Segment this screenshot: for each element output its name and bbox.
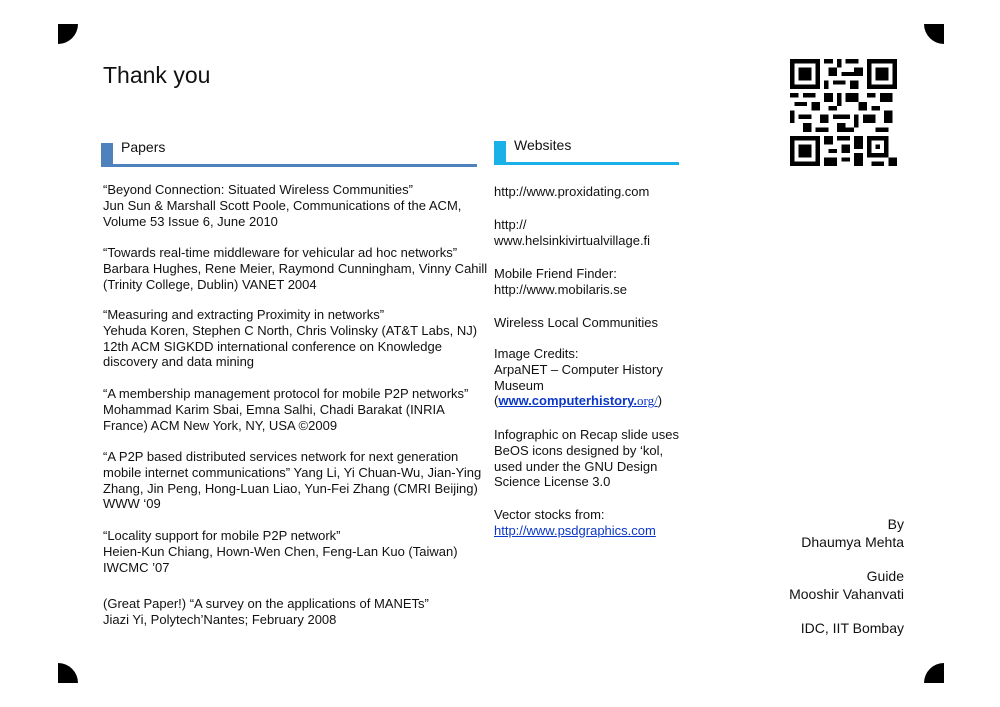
computerhistory-link[interactable] [498, 393, 657, 408]
website-url: http://www.proxidating.com [494, 184, 650, 199]
corner-top-right [924, 24, 944, 44]
guide-name: Mooshir Vahanvati [789, 585, 904, 602]
corner-top-left [58, 24, 78, 44]
paper-item [103, 596, 488, 628]
link-org: org/ [637, 393, 658, 409]
website-label: Mobile Friend Finder: [494, 266, 617, 281]
image-credits-link-line [494, 393, 684, 409]
paper-title: “Towards real-time middleware for vehicular ad hoc networks” [103, 245, 458, 260]
by-label: By [887, 516, 904, 532]
paper-title: (Great Paper!) “A survey on the applications of MANETs” [103, 596, 429, 611]
website-item [494, 184, 684, 200]
psdgraphics-link[interactable]: http://www.psdgraphics.com [494, 522, 656, 538]
paper-details: Barbara Hughes, Rene Meier, Raymond Cunningham, Vinny Cahill (Trinity College, Dublin) VANET 2004 [103, 260, 488, 292]
author-name: Dhaumya Mehta [801, 533, 904, 550]
paper-details: Mohammad Karim Sbai, Emna Salhi, Chadi Barakat (INRIA France) ACM New York, NY, USA ©2009 [103, 401, 445, 433]
paren-open: ( [494, 393, 499, 409]
websites-header [494, 137, 679, 163]
paper-title: “Beyond Connection: Situated Wireless Communities” [103, 182, 413, 197]
page-title: Thank you [103, 62, 211, 88]
website-item [494, 315, 684, 331]
institute-name: IDC, IIT Bombay [800, 620, 904, 636]
paper-item [103, 307, 488, 370]
paper-item [103, 386, 488, 433]
image-credits [494, 346, 684, 409]
image-credits-line: Museum [494, 377, 544, 393]
paren-close: ) [657, 393, 663, 409]
paper-details: Heien-Kun Chiang, Hown-Wen Chen, Feng-Lan Kuo (Taiwan) IWCMC ’07 [103, 543, 458, 575]
link-main: www.computerhistory. [498, 393, 638, 409]
image-credits-line: ArpaNET – Computer History [494, 361, 663, 377]
websites-underline [494, 162, 679, 165]
infographic-note: Infographic on Recap slide uses BeOS icons designed by ‘kol, used under the GNU Design Science License 3.0 [494, 427, 680, 490]
paper-details: Yehuda Koren, Stephen C North, Chris Volinsky (AT&T Labs, NJ) 12th ACM SIGKDD international conference on Knowledge discovery and data mining [103, 322, 478, 370]
website-label: Wireless Local Communities [494, 315, 658, 330]
website-item [494, 507, 684, 539]
paper-details: Jun Sun & Marshall Scott Poole, Communications of the ACM, Volume 53 Issue 6, June 2010 [103, 197, 462, 229]
website-url: http://www.mobilaris.se [494, 281, 627, 297]
paper-title: “A P2P based distributed services network for next generation mobile internet communications” [103, 449, 459, 480]
paper-item [103, 182, 488, 229]
paper-item [103, 528, 488, 575]
corner-bottom-left [58, 663, 78, 683]
paper-title: “Measuring and extracting Proximity in networks” [103, 307, 385, 322]
papers-underline [101, 164, 477, 167]
image-credits-label: Image Credits: [494, 346, 579, 361]
credits-block [789, 516, 904, 638]
website-url-part: www.helsinkivirtualvillage.fi [494, 232, 651, 248]
qr-code [790, 59, 897, 166]
websites-heading: Websites [514, 137, 572, 153]
paper-item [103, 449, 488, 512]
website-url-part: http:// [494, 217, 527, 232]
website-item [494, 217, 684, 249]
website-label: Vector stocks from: [494, 507, 605, 522]
papers-header [101, 139, 477, 165]
papers-heading: Papers [121, 139, 166, 155]
website-item [494, 266, 684, 298]
corner-bottom-right [924, 663, 944, 683]
paper-details: Jiazi Yi, Polytech’Nantes; February 2008 [103, 611, 337, 627]
paper-title: “Locality support for mobile P2P network” [103, 528, 341, 543]
paper-item [103, 245, 488, 292]
paper-title: “A membership management protocol for mobile P2P networks” [103, 386, 469, 401]
paper-details: Yang Li, Yi Chuan-Wu, Jian-Ying Zhang, Jin Peng, Hong-Luan Liao, Yun-Fei Zhang (CMRI Beijing) WWW ‘09 [103, 464, 482, 512]
guide-label: Guide [866, 568, 904, 584]
